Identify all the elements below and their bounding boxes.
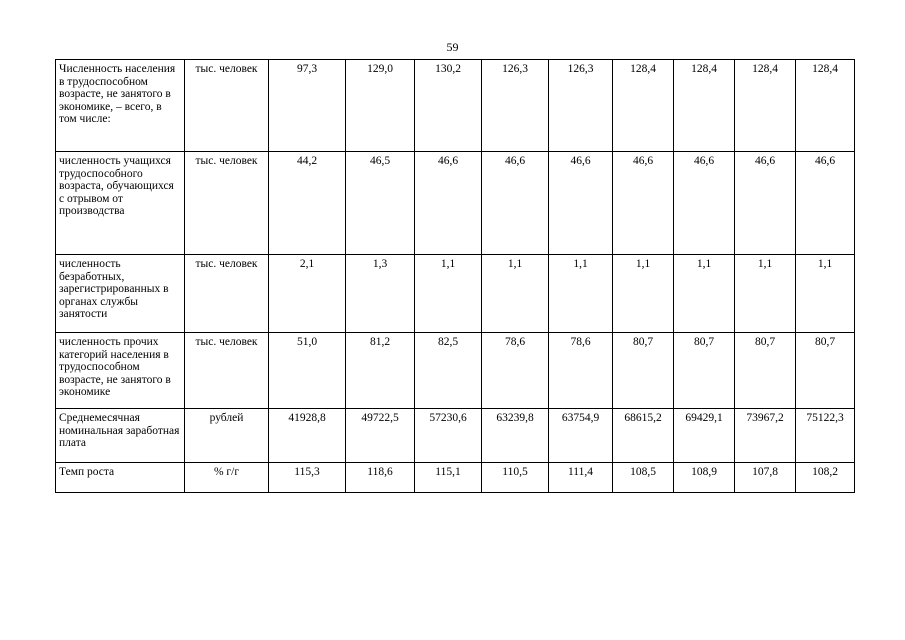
table-cell: 46,6 xyxy=(549,152,613,255)
table-cell: 41928,8 xyxy=(269,409,346,463)
table-cell: 75122,3 xyxy=(796,409,855,463)
table-cell: 2,1 xyxy=(269,255,346,333)
table-cell: 115,3 xyxy=(269,463,346,493)
table-row xyxy=(56,60,855,152)
table-cell: 130,2 xyxy=(415,60,482,152)
table-cell: 1,1 xyxy=(549,255,613,333)
table-cell: 80,7 xyxy=(674,333,735,409)
page-number: 59 xyxy=(446,40,459,54)
table-cell: 46,5 xyxy=(346,152,415,255)
table-cell: 44,2 xyxy=(269,152,346,255)
table-cell: 118,6 xyxy=(346,463,415,493)
table-cell: 82,5 xyxy=(415,333,482,409)
table-row xyxy=(56,152,855,255)
table-cell: 78,6 xyxy=(549,333,613,409)
row-label: численность учащихся трудоспособного возраста, обучающихся с отрывом от производства xyxy=(56,152,185,255)
row-label: численность безработных, зарегистрированных в органах службы занятости xyxy=(56,255,185,333)
table-cell: 63754,9 xyxy=(549,409,613,463)
table-cell: 1,1 xyxy=(613,255,674,333)
row-label: Темп роста xyxy=(56,463,185,493)
row-unit: тыс. человек xyxy=(185,255,269,333)
table-cell: 129,0 xyxy=(346,60,415,152)
table-cell: 108,9 xyxy=(674,463,735,493)
row-label: Численность населения в трудоспособном возрасте, не занятого в экономике, – всего, в том числе: xyxy=(56,60,185,152)
table-cell: 108,2 xyxy=(796,463,855,493)
table-cell: 128,4 xyxy=(613,60,674,152)
table-row xyxy=(56,255,855,333)
table-cell: 51,0 xyxy=(269,333,346,409)
table-cell: 80,7 xyxy=(796,333,855,409)
table-cell: 128,4 xyxy=(796,60,855,152)
table-cell: 126,3 xyxy=(549,60,613,152)
table-cell: 110,5 xyxy=(482,463,549,493)
table-cell: 1,1 xyxy=(482,255,549,333)
table-cell: 73967,2 xyxy=(735,409,796,463)
table-cell: 46,6 xyxy=(482,152,549,255)
row-unit: % г/г xyxy=(185,463,269,493)
table-cell: 115,1 xyxy=(415,463,482,493)
table-cell: 128,4 xyxy=(735,60,796,152)
table-row xyxy=(56,333,855,409)
table-cell: 126,3 xyxy=(482,60,549,152)
table-row xyxy=(56,463,855,493)
table-cell: 108,5 xyxy=(613,463,674,493)
statistics-table xyxy=(55,59,855,493)
table-cell: 46,6 xyxy=(674,152,735,255)
table-cell: 49722,5 xyxy=(346,409,415,463)
table-cell: 46,6 xyxy=(796,152,855,255)
table-cell: 80,7 xyxy=(735,333,796,409)
table-cell: 81,2 xyxy=(346,333,415,409)
row-label: Среднемесячная номинальная заработная плата xyxy=(56,409,185,463)
table-cell: 107,8 xyxy=(735,463,796,493)
table-cell: 57230,6 xyxy=(415,409,482,463)
table-cell: 46,6 xyxy=(735,152,796,255)
table-cell: 63239,8 xyxy=(482,409,549,463)
table-cell: 78,6 xyxy=(482,333,549,409)
row-unit: тыс. человек xyxy=(185,152,269,255)
table-cell: 46,6 xyxy=(415,152,482,255)
row-unit: рублей xyxy=(185,409,269,463)
table-cell: 97,3 xyxy=(269,60,346,152)
table-cell: 80,7 xyxy=(613,333,674,409)
table-cell: 68615,2 xyxy=(613,409,674,463)
table-cell: 1,1 xyxy=(674,255,735,333)
table-cell: 69429,1 xyxy=(674,409,735,463)
table-cell: 1,1 xyxy=(735,255,796,333)
table-cell: 1,3 xyxy=(346,255,415,333)
table-cell: 1,1 xyxy=(796,255,855,333)
row-unit: тыс. человек xyxy=(185,60,269,152)
table-cell: 46,6 xyxy=(613,152,674,255)
table-cell: 128,4 xyxy=(674,60,735,152)
row-unit: тыс. человек xyxy=(185,333,269,409)
table-cell: 1,1 xyxy=(415,255,482,333)
row-label: численность прочих категорий населения в трудоспособном возрасте, не занятого в экономике xyxy=(56,333,185,409)
table-row xyxy=(56,409,855,463)
table-cell: 111,4 xyxy=(549,463,613,493)
